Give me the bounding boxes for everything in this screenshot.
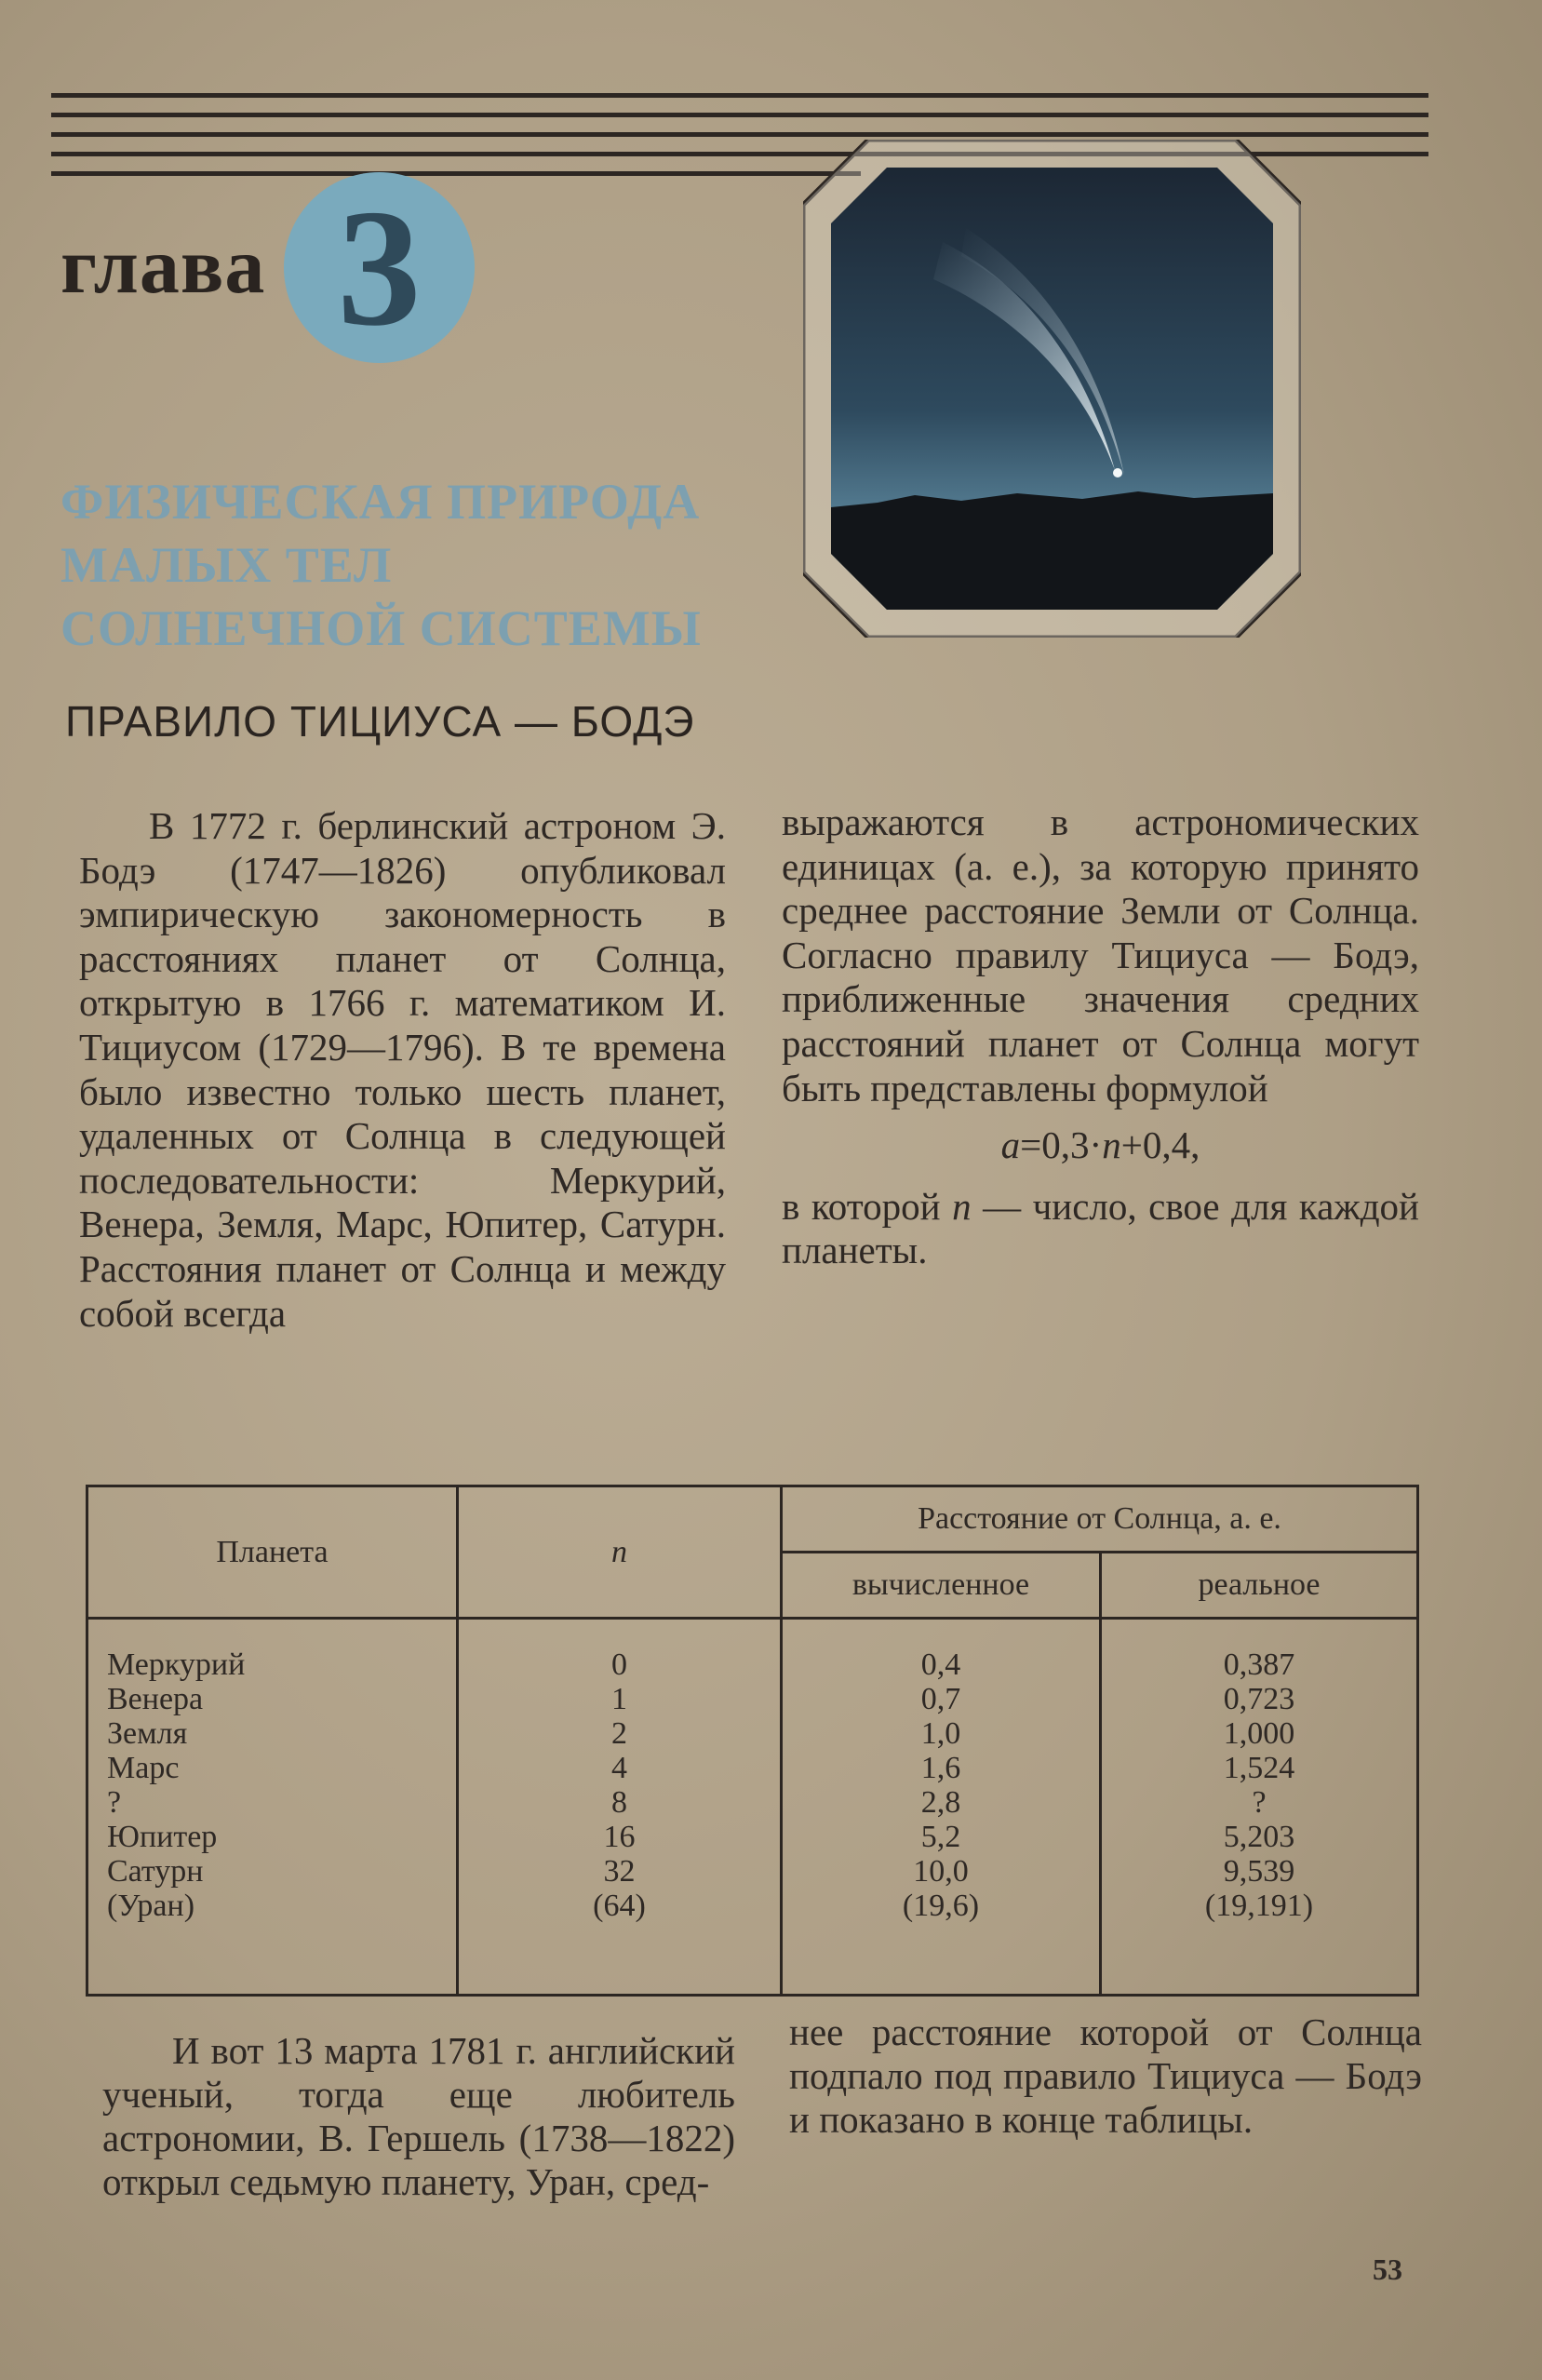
table-cell-real: 1,524 xyxy=(1223,1751,1295,1785)
bottom-left-column xyxy=(102,2029,735,2204)
table-cell-planet: Венера xyxy=(107,1682,204,1716)
page-number: 53 xyxy=(1373,2252,1402,2286)
chapter-number: 3 xyxy=(337,174,422,360)
table-cell-computed: 0,4 xyxy=(920,1647,961,1682)
table-cell-real: 0,723 xyxy=(1223,1682,1295,1716)
left-column xyxy=(79,804,726,1336)
column-real xyxy=(1101,1619,1418,1996)
table-cell-planet: Земля xyxy=(107,1716,188,1751)
table-cell-n: 0 xyxy=(611,1647,627,1682)
header-real: реальное xyxy=(1101,1553,1418,1619)
table-cell-computed: 1,6 xyxy=(920,1751,961,1785)
chapter-number-badge xyxy=(284,172,475,363)
paragraph: В 1772 г. берлинский астроном Э. Бодэ (1747—1826) опубликовал эмпирическую закономерность в расстояниях планет от Солнца, открытую в 1766 г. математиком И. Тициусом (1729—1796). В те времена было известно только шесть планет, удаленных от Солнца в следующей последовательности: Меркурий, Венера, Земля, Марс, Юпитер, Сатурн. Расстояния планет от Солнца и между собой всегда xyxy=(79,804,726,1335)
column-n xyxy=(458,1619,782,1996)
chapter-title xyxy=(60,470,702,660)
table-cell-n: 16 xyxy=(603,1820,636,1854)
column-planets xyxy=(87,1619,458,1996)
table-cell-planet: Марс xyxy=(107,1751,180,1785)
table-cell-computed: 10,0 xyxy=(913,1854,969,1889)
table-cell-planet: Сатурн xyxy=(107,1854,204,1889)
formula: a=0,3·n+0,4, xyxy=(1000,1123,1200,1167)
header-distance: Расстояние от Солнца, а. е. xyxy=(782,1486,1418,1553)
table-cell-real: 1,000 xyxy=(1223,1716,1295,1751)
horizon-silhouette xyxy=(831,491,1273,610)
table-cell-n: 32 xyxy=(603,1854,636,1889)
table-cell-computed: 0,7 xyxy=(920,1682,961,1716)
paragraph: нее расстояние которой от Солнца подпало под правило Тициуса — Бодэ и показано в конце таблицы. xyxy=(789,2010,1422,2141)
section-title: ПРАВИЛО ТИЦИУСА — БОДЭ xyxy=(65,697,695,746)
table-cell-real: 0,387 xyxy=(1223,1647,1295,1682)
table-cell-real: ? xyxy=(1252,1785,1267,1820)
table-cell-n: 8 xyxy=(611,1785,627,1820)
header-n: n xyxy=(458,1486,782,1619)
table-cell-n: 2 xyxy=(611,1716,627,1751)
chapter-title-line: СОЛНЕЧНОЙ СИСТЕМЫ xyxy=(60,600,702,656)
paragraph: И вот 13 марта 1781 г. английский ученый, тогда еще любитель астрономии, В. Гершель (1738—1822) открыл седьмую планету, Уран, сред- xyxy=(102,2029,735,2203)
chapter-title-line: ФИЗИЧЕСКАЯ ПРИРОДА xyxy=(60,474,701,530)
table-cell-computed: 2,8 xyxy=(920,1785,961,1820)
table-cell-n: (64) xyxy=(593,1889,646,1923)
header-planet: Планета xyxy=(87,1486,458,1619)
table-cell-computed: 1,0 xyxy=(920,1716,961,1751)
bottom-right-column xyxy=(789,2010,1422,2142)
comet-head xyxy=(1113,468,1122,477)
table-cell-planet: ? xyxy=(107,1785,122,1820)
table-cell-n: 4 xyxy=(611,1751,627,1785)
column-computed xyxy=(782,1619,1101,1996)
table-cell-computed: (19,6) xyxy=(902,1889,980,1923)
formula-note: в которой n — число, свое для каждой планеты. xyxy=(782,1184,1420,1272)
table-cell-real: (19,191) xyxy=(1204,1889,1314,1923)
right-column xyxy=(782,800,1419,1273)
header-computed: вычисленное xyxy=(782,1553,1101,1619)
chapter-label: глава xyxy=(60,221,266,310)
table-cell-n: 1 xyxy=(611,1682,627,1716)
paragraph: выражаются в астрономических единицах (а. е.), за которую принято среднее расстояние Земли от Солнца. Согласно правилу Тициуса — Бодэ, приближенные значения средних расстояний планет от Солнца могут быть представлены формулой xyxy=(782,800,1419,1109)
table-cell-planet: (Уран) xyxy=(107,1889,195,1923)
table-cell-planet: Юпитер xyxy=(107,1820,218,1854)
planet-distance-table xyxy=(86,1485,1419,1997)
table-cell-real: 5,203 xyxy=(1223,1820,1295,1854)
chapter-title-line: МАЛЫХ ТЕЛ xyxy=(60,537,393,593)
table-cell-real: 9,539 xyxy=(1223,1854,1295,1889)
comet-illustration xyxy=(803,140,1301,638)
table-cell-computed: 5,2 xyxy=(920,1820,961,1854)
table-cell-planet: Меркурий xyxy=(107,1647,246,1682)
